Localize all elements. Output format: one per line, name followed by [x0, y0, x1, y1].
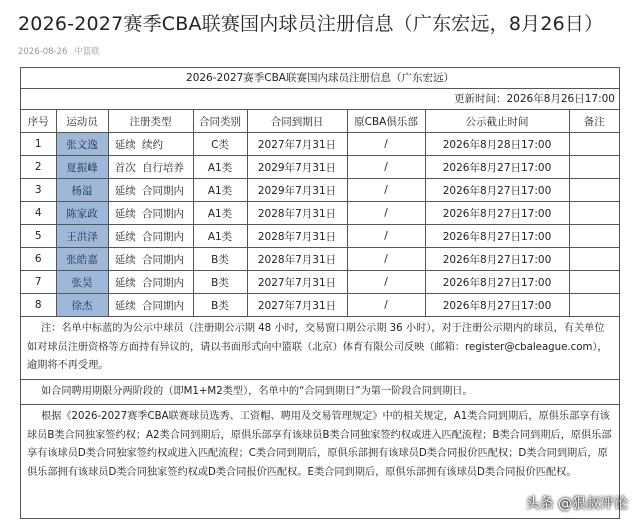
table-header-row	[21, 110, 619, 133]
col-header-seq: 序号	[21, 110, 56, 133]
cell-former-club: /	[347, 156, 425, 179]
table-row	[21, 271, 619, 294]
cell-seq: 4	[21, 202, 56, 225]
cell-remarks	[569, 133, 619, 156]
table-row	[21, 225, 619, 248]
table-row	[21, 202, 619, 225]
registration-table	[21, 110, 619, 317]
cell-remarks	[569, 202, 619, 225]
cell-player: 夏振峰	[56, 156, 108, 179]
cell-expiry: 2028年7月31日	[247, 248, 347, 271]
cell-contract-class: B类	[193, 271, 247, 294]
cell-former-club: /	[347, 271, 425, 294]
cell-player: 张文逸	[56, 133, 108, 156]
source-label: 中篮联	[74, 47, 100, 57]
cell-remarks	[569, 248, 619, 271]
cell-player: 陈家政	[56, 202, 108, 225]
cell-deadline: 2026年8月27日17:00	[425, 179, 569, 202]
table-row	[21, 248, 619, 271]
cell-reg-type: 延续	[108, 225, 142, 248]
cell-expiry: 2027年7月31日	[247, 294, 347, 317]
col-header-reg-type: 注册类型	[108, 110, 193, 133]
cell-contract-class: A1类	[193, 225, 247, 248]
cell-reg-subtype: 合同期内	[142, 271, 193, 294]
cell-reg-subtype: 自行培养	[142, 156, 193, 179]
article-meta	[18, 45, 104, 57]
cell-contract-class: B类	[193, 248, 247, 271]
table-row	[21, 179, 619, 202]
registration-document	[20, 67, 620, 519]
cell-reg-subtype: 合同期内	[142, 202, 193, 225]
cell-remarks	[569, 225, 619, 248]
cell-expiry: 2027年7月31日	[247, 133, 347, 156]
cell-former-club: /	[347, 248, 425, 271]
table-row	[21, 294, 619, 317]
update-time: 更新时间：2026年8月26日17:00	[21, 89, 619, 110]
cell-deadline: 2026年8月27日17:00	[425, 271, 569, 294]
cell-expiry: 2027年7月31日	[247, 271, 347, 294]
cell-deadline: 2026年8月27日17:00	[425, 225, 569, 248]
note-contract-rules: 根据《2026-2027赛季CBA联赛球员选秀、工资帽、聘用及交易管理规定》中的相关规定，A1类合同到期后，原俱乐部享有该球员B类合同独家签约权；A2类合同到期后，原俱乐部享有该球员B类合同独家签约权或进入匹配流程；B类合同到期后，原俱乐部享有该球员D类合同独家签约权或进入匹配流程；C类合同到期后，原俱乐部拥有该球员D类合同报价匹配权；D类合同到期后，原俱乐部拥有该球员D类合同独家签约权或D类合同报价匹配权。E类合同到期后，原俱乐部拥有该球员D类合同报价匹配权。	[21, 404, 619, 485]
cell-player: 张昊	[56, 271, 108, 294]
cell-contract-class: B类	[193, 294, 247, 317]
cell-seq: 5	[21, 225, 56, 248]
cell-player: 王洪泽	[56, 225, 108, 248]
cell-deadline: 2026年8月27日17:00	[425, 202, 569, 225]
note-publicity: 注：名单中标蓝的为公示中球员（注册期公示期 48 小时，交易窗口期公示期 36 小时），对于注册公示期内的球员，有关单位如对球员注册资格等方面持有异议的，请以书面形式向中篮联（北京）体育有限公司反映（邮箱：register@cbaleague.com），逾期将不再受理。	[27, 323, 608, 371]
article-headline: 2026-2027赛季CBA联赛国内球员注册信息（广东宏远，8月26日）	[18, 13, 604, 35]
cell-former-club: /	[347, 179, 425, 202]
col-header-contract-class: 合同类别	[193, 110, 247, 133]
cell-reg-subtype: 合同期内	[142, 179, 193, 202]
note-contract-stage: 如合同聘用期限分两阶段的（即M1+M2类型），名单中的“合同到期日”为第一阶段合同到期日。	[21, 379, 619, 405]
cell-contract-class: A1类	[193, 156, 247, 179]
cell-seq: 3	[21, 179, 56, 202]
col-header-deadline: 公示截止时间	[425, 110, 569, 133]
cell-seq: 6	[21, 248, 56, 271]
cell-reg-subtype: 合同期内	[142, 225, 193, 248]
cell-player: 杨溢	[56, 179, 108, 202]
cell-reg-subtype: 合同期内	[142, 294, 193, 317]
col-header-former-club: 原CBA俱乐部	[347, 110, 425, 133]
cell-contract-class: A1类	[193, 202, 247, 225]
cell-remarks	[569, 271, 619, 294]
document-title: 2026-2027赛季CBA联赛国内球员注册信息（广东宏远）	[21, 68, 619, 89]
col-header-player: 运动员	[56, 110, 108, 133]
cell-seq: 2	[21, 156, 56, 179]
table-row	[21, 156, 619, 179]
notes-section	[21, 317, 619, 485]
cell-contract-class: C类	[193, 133, 247, 156]
cell-reg-type: 延续	[108, 248, 142, 271]
cell-reg-subtype: 合同期内	[142, 248, 193, 271]
cell-deadline: 2026年8月28日17:00	[425, 133, 569, 156]
publish-date: 2026-08-26	[18, 47, 68, 57]
cell-reg-type: 延续	[108, 179, 142, 202]
cell-reg-type: 延续	[108, 294, 142, 317]
cell-expiry: 2028年7月31日	[247, 225, 347, 248]
col-header-remarks: 备注	[569, 110, 619, 133]
cell-reg-type: 首次	[108, 156, 142, 179]
cell-contract-class: A1类	[193, 179, 247, 202]
cell-deadline: 2026年8月27日17:00	[425, 156, 569, 179]
cell-reg-subtype: 续约	[142, 133, 193, 156]
cell-seq: 8	[21, 294, 56, 317]
cell-seq: 7	[21, 271, 56, 294]
cell-remarks	[569, 179, 619, 202]
cell-seq: 1	[21, 133, 56, 156]
cell-player: 徐杰	[56, 294, 108, 317]
cell-remarks	[569, 294, 619, 317]
watermark: 头条 @狠叔评论	[525, 496, 628, 512]
cell-former-club: /	[347, 133, 425, 156]
cell-reg-type: 延续	[108, 133, 142, 156]
cell-expiry: 2028年7月31日	[247, 202, 347, 225]
cell-deadline: 2026年8月27日17:00	[425, 248, 569, 271]
cell-former-club: /	[347, 294, 425, 317]
col-header-expiry: 合同到期日	[247, 110, 347, 133]
cell-expiry: 2029年7月31日	[247, 156, 347, 179]
table-row	[21, 133, 619, 156]
cell-former-club: /	[347, 225, 425, 248]
cell-player: 张皓嘉	[56, 248, 108, 271]
cell-reg-type: 延续	[108, 271, 142, 294]
cell-reg-type: 延续	[108, 202, 142, 225]
cell-former-club: /	[347, 202, 425, 225]
cell-remarks	[569, 156, 619, 179]
cell-deadline: 2026年8月27日17:00	[425, 294, 569, 317]
cell-expiry: 2029年7月31日	[247, 179, 347, 202]
